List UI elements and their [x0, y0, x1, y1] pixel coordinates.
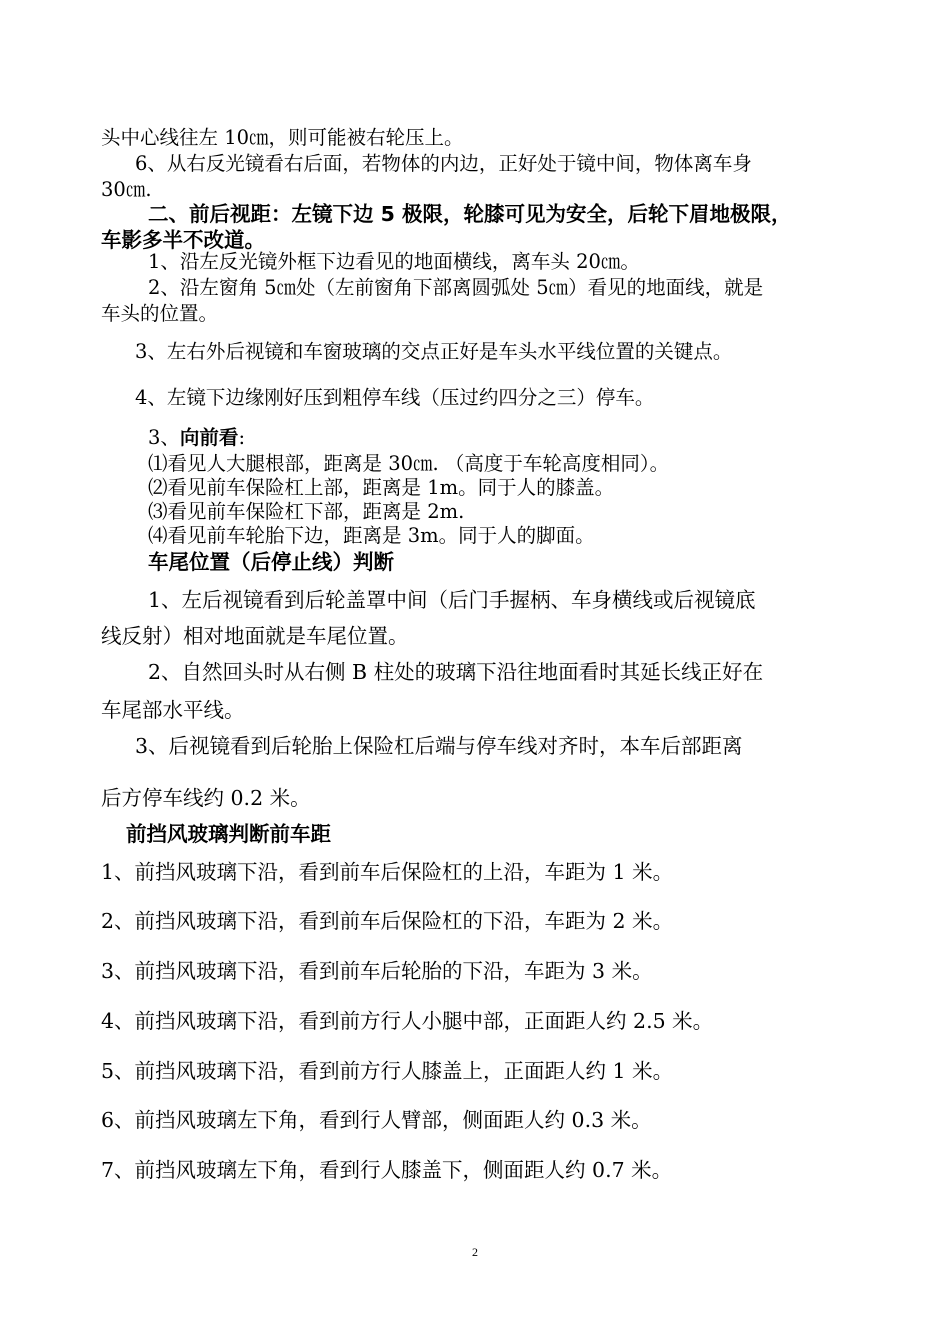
- list-item: 4、前挡风玻璃下沿，看到前方行人小腿中部，正面距人约 2.5 米。: [101, 1009, 714, 1033]
- text-line: 车头的位置。: [101, 302, 219, 325]
- section-heading: [148, 200, 792, 228]
- list-item: 7、前挡风玻璃左下角，看到行人膝盖下，侧面距人约 0.7 米。: [101, 1158, 673, 1182]
- list-item: ⑵看见前车保险杠上部，距离是 1m。同于人的膝盖。: [148, 476, 615, 499]
- list-item: 6、前挡风玻璃左下角，看到行人臂部，侧面距人约 0.3 米。: [101, 1108, 652, 1132]
- list-item: ⑴看见人大腿根部，距离是 30㎝. （高度于车轮高度相同）。: [148, 452, 670, 475]
- heading-bold: 二、前后视距：: [148, 202, 292, 226]
- list-item: 3、前挡风玻璃下沿，看到前车后轮胎的下沿，车距为 3 米。: [101, 959, 653, 983]
- text-line: 4、左镜下边缘刚好压到粗停车线（压过约四分之三）停车。: [135, 386, 655, 409]
- text-line: 30㎝.: [101, 178, 152, 201]
- heading-rest: 左镜下边 5 极限，轮膝可见为安全，后轮下眉地极限，: [291, 202, 792, 226]
- text-line: 2、沿左窗角 5㎝处（左前窗角下部离圆弧处 5㎝）看见的地面线，就是: [148, 276, 764, 299]
- section-heading: 前挡风玻璃判断前车距: [126, 822, 331, 846]
- text-line: 车尾部水平线。: [101, 698, 245, 722]
- text-line: 头中心线往左 10㎝，则可能被右轮压上。: [101, 126, 464, 149]
- list-item: 1、前挡风玻璃下沿，看到前车后保险杠的上沿，车距为 1 米。: [101, 860, 674, 884]
- subsection-title: 向前看: [179, 426, 239, 449]
- heading-continuation: 车影多半不改道。: [101, 228, 265, 252]
- text-line: 6、从右反光镜看右后面，若物体的内边，正好处于镜中间，物体离车身: [135, 152, 752, 175]
- text-line: 2、自然回头时从右侧 B 柱处的玻璃下沿往地面看时其延长线正好在: [148, 660, 764, 684]
- text-line: 1、沿左反光镜外框下边看见的地面横线，离车头 20㎝。: [148, 250, 640, 273]
- text-line: 3、后视镜看到后轮胎上保险杠后端与停车线对齐时，本车后部距离: [135, 734, 743, 758]
- list-item: 2、前挡风玻璃下沿，看到前车后保险杠的下沿，车距为 2 米。: [101, 909, 674, 933]
- section-heading: 车尾位置（后停止线）判断: [148, 550, 394, 574]
- page-number: 2: [472, 1245, 478, 1259]
- text-line: 1、左后视镜看到后轮盖罩中间（后门手握柄、车身横线或后视镜底: [148, 588, 756, 612]
- list-item: ⑷看见前车轮胎下边，距离是 3m。同于人的脚面。: [148, 524, 595, 547]
- list-item: ⑶看见前车保险杠下部，距离是 2m.: [148, 500, 465, 523]
- text-line: 后方停车线约 0.2 米。: [101, 786, 311, 810]
- subsection-number: 3、: [148, 426, 180, 449]
- text-line: 3、左右外后视镜和车窗玻璃的交点正好是车头水平线位置的关键点。: [135, 340, 733, 363]
- text-line: 线反射）相对地面就是车尾位置。: [101, 624, 409, 648]
- subsection-colon: :: [238, 426, 246, 449]
- subsection-heading: [148, 424, 245, 452]
- list-item: 5、前挡风玻璃下沿，看到前方行人膝盖上，正面距人约 1 米。: [101, 1059, 674, 1083]
